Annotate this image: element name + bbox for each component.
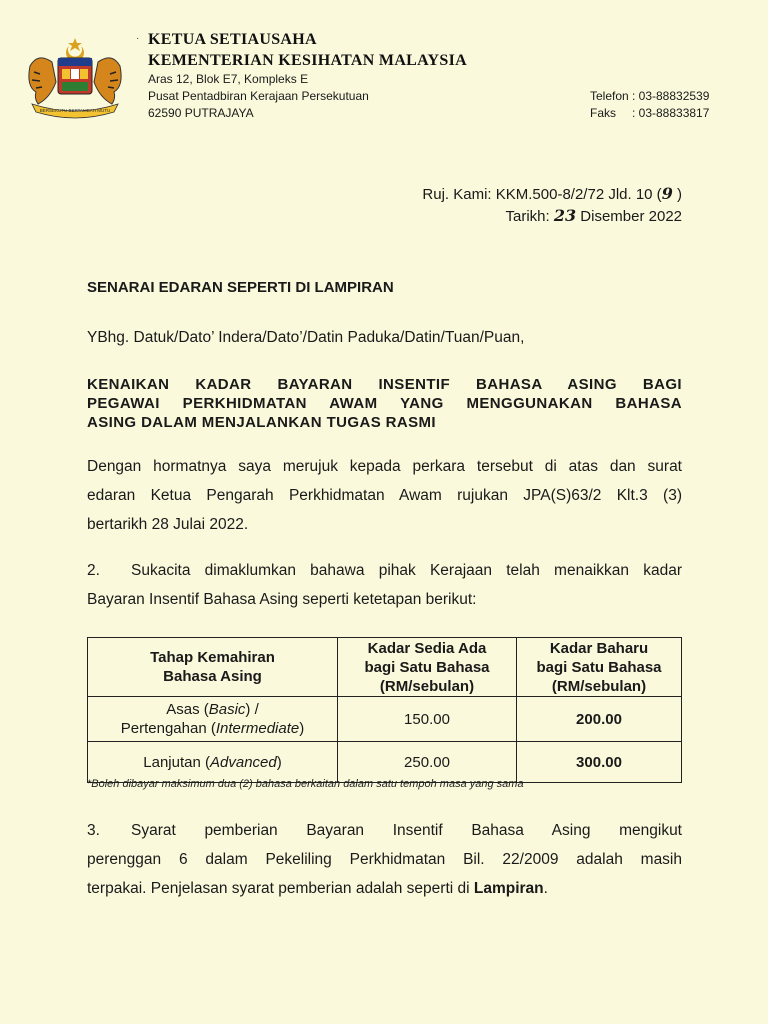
letterhead-org: KEMENTERIAN KESIHATAN MALAYSIA bbox=[148, 52, 467, 69]
address-line: 62590 PUTRAJAYA bbox=[148, 106, 254, 120]
table-cell-current-rate: 150.00 bbox=[338, 697, 517, 742]
address-line: Pusat Pentadbiran Kerajaan Persekutuan bbox=[148, 89, 369, 103]
column-header: Kadar Baharu bagi Satu Bahasa (RM/sebulan) bbox=[517, 638, 682, 697]
table-header-row bbox=[88, 638, 682, 697]
paragraph-1: Dengan hormatnya saya merujuk kepada perkara tersebut di atas dan surat edaran Ketua Pengarah Perkhidmatan Awam rujukan JPA(S)63/2 Klt.3 (3) bertarikh 28 Julai 2022. bbox=[87, 458, 682, 533]
table-cell-current-rate: 250.00 bbox=[338, 742, 517, 783]
letterhead-title: KETUA SETIAUSAHA bbox=[148, 31, 317, 48]
paragraph-3: 3. Syarat pemberian Bayaran Insentif Bahasa Asing mengikut perenggan 6 dalam Pekeliling Perkhidmatan Bil. 22/2009 adalah masih terpakai. Penjelasan syarat pemberian adalah seperti di Lampiran. bbox=[87, 822, 682, 897]
table-row bbox=[88, 742, 682, 783]
paragraph-2: 2. Sukacita dimaklumkan bahawa pihak Kerajaan telah menaikkan kadar Bayaran Insentif Bahasa Asing seperti ketetapan berikut: bbox=[87, 562, 682, 608]
column-header: Kadar Sedia Ada bagi Satu Bahasa (RM/sebulan) bbox=[338, 638, 517, 697]
lampiran-reference: Lampiran bbox=[473, 880, 544, 897]
reference-number: Ruj. Kami: KKM.500-8/2/72 Jld. 10 (9 ) bbox=[422, 184, 682, 203]
svg-text:BERSEKUTU BERTAMBAH MUTU: BERSEKUTU BERTAMBAH MUTU bbox=[39, 108, 111, 113]
handwritten-volume: 9 bbox=[661, 184, 673, 203]
malaysia-coat-of-arms-icon bbox=[22, 36, 128, 122]
letterhead-dot: · bbox=[136, 33, 140, 44]
fax-label: Faks bbox=[590, 106, 617, 120]
table-cell-level: Lanjutan (Advanced) bbox=[88, 742, 338, 783]
column-header: Tahap Kemahiran Bahasa Asing bbox=[88, 638, 338, 697]
table-cell-new-rate: 200.00 bbox=[517, 697, 682, 742]
handwritten-day: 23 bbox=[553, 206, 577, 225]
table-cell-new-rate: 300.00 bbox=[517, 742, 682, 783]
phone-number: : 03-88832539 bbox=[632, 89, 710, 103]
address-line: Aras 12, Blok E7, Kompleks E bbox=[148, 72, 309, 86]
phone-line bbox=[590, 89, 709, 103]
table-row bbox=[88, 697, 682, 742]
subject-heading: KENAIKAN KADAR BAYARAN INSENTIF BAHASA ASING BAGI PEGAWAI PERKHIDMATAN AWAM YANG MENGGUNAKAN BAHASA ASING DALAM MENJALANKAN TUGAS RASMI bbox=[87, 376, 682, 431]
rates-table bbox=[87, 637, 682, 783]
letter-date: Tarikh: 23 Disember 2022 bbox=[505, 206, 682, 225]
salutation: YBhg. Datuk/Dato’ Indera/Dato’/Datin Paduka/Datin/Tuan/Puan, bbox=[87, 329, 525, 346]
table-cell-level: Asas (Basic) / Pertengahan (Intermediate) bbox=[88, 697, 338, 742]
table-footnote: *Boleh dibayar maksimum dua (2) bahasa berkaitan dalam satu tempoh masa yang sama bbox=[87, 778, 524, 790]
fax-number: : 03-88833817 bbox=[632, 106, 710, 120]
distribution-line: SENARAI EDARAN SEPERTI DI LAMPIRAN bbox=[87, 279, 394, 296]
fax-line bbox=[590, 106, 709, 120]
phone-label: Telefon bbox=[590, 89, 629, 103]
